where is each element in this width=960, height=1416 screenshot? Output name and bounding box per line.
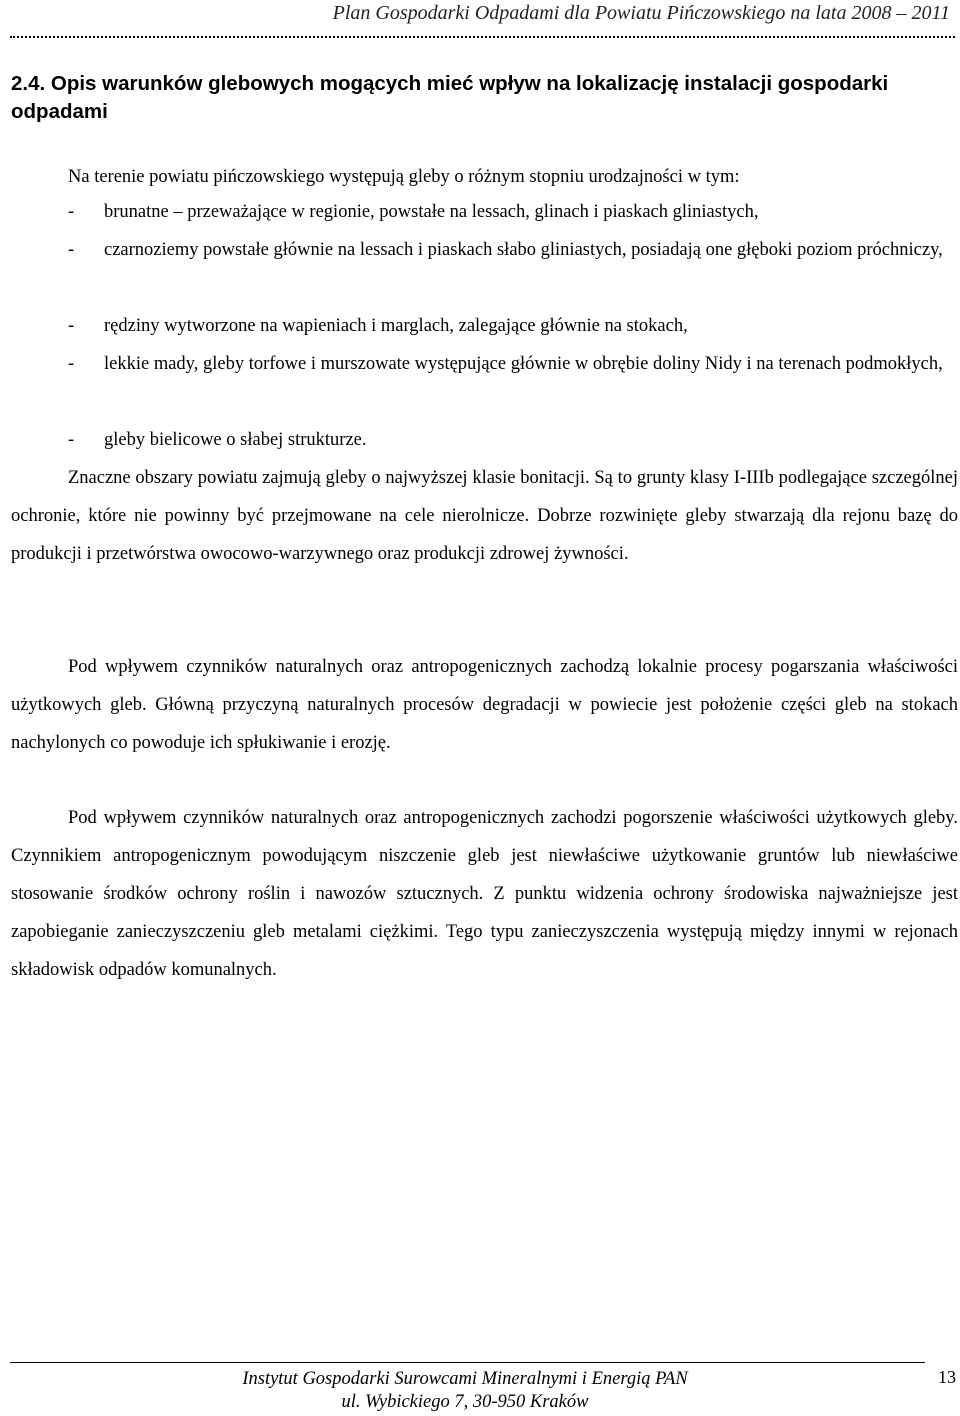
section-heading: 2.4. Opis warunków glebowych mogących mieć wpływ na lokalizację instalacji gospodarki odpadami	[11, 72, 889, 123]
footer-divider	[10, 1362, 925, 1363]
paragraph: Pod wpływem czynników naturalnych oraz antropogenicznych zachodzi pogorszenie właściwości użytkowych gleby. Czynnikiem antropogenicznym powodującym niszczenie gleb jest niewłaściwe użytkowanie gruntów lub niewłaściwe stosowanie środków ochrony roślin i nawozów sztucznych. Z punktu widzenia ochrony środowiska najważniejsze jest zapobieganie zanieczyszczeniu gleb metalami ciężkimi. Tego typu zanieczyszczenia występują między innymi w rejonach składowisk odpadów komunalnych.	[11, 808, 958, 980]
list-bullet: -	[68, 354, 75, 374]
intro-text: Na terenie powiatu pińczowskiego występują gleby o różnym stopniu urodzajności w tym:	[68, 167, 740, 187]
list-item: gleby bielicowe o słabej strukturze.	[104, 430, 367, 450]
list-bullet: -	[68, 240, 75, 260]
list-item: rędziny wytworzone na wapieniach i marglach, zalegające głównie na stokach,	[104, 316, 688, 336]
list-item: brunatne – przeważające w regionie, powstałe na lessach, glinach i piaskach gliniastych,	[104, 202, 759, 222]
list-bullet: -	[68, 316, 75, 336]
running-header-title: Plan Gospodarki Odpadami dla Powiatu Pińczowskiego na lata 2008 – 2011	[332, 2, 950, 24]
page-number: 13	[938, 1367, 956, 1387]
running-header	[0, 0, 950, 36]
paragraph: Pod wpływem czynników naturalnych oraz antropogenicznych zachodzą lokalnie procesy pogarszania właściwości użytkowych gleb. Główną przyczyną naturalnych procesów degradacji w powiecie jest położenie części gleb na stokach nachylonych co powoduje ich spłukiwanie i erozję.	[11, 657, 958, 753]
header-divider	[10, 36, 955, 38]
footer-institution: Instytut Gospodarki Surowcami Mineralnymi i Energią PAN	[242, 1369, 688, 1389]
list-bullet: -	[68, 202, 75, 222]
list-item: czarnoziemy powstałe głównie na lessach i piaskach słabo gliniastych, posiadają one głęboki poziom próchniczy,	[104, 240, 943, 260]
list-item: lekkie mady, gleby torfowe i murszowate występujące głównie w obrębie doliny Nidy i na terenach podmokłych,	[104, 354, 943, 374]
footer-address: ul. Wybickiego 7, 30-950 Kraków	[341, 1392, 589, 1412]
paragraph: Znaczne obszary powiatu zajmują gleby o najwyższej klasie bonitacji. Są to grunty klasy I-IIIb podlegające szczególnej ochronie, które nie powinny być przejmowane na cele nierolnicze. Dobrze rozwinięte gleby stwarzają dla rejonu bazę do produkcji i przetwórstwa owocowo-warzywnego oraz produkcji zdrowej żywności.	[11, 468, 958, 564]
list-bullet: -	[68, 430, 75, 450]
